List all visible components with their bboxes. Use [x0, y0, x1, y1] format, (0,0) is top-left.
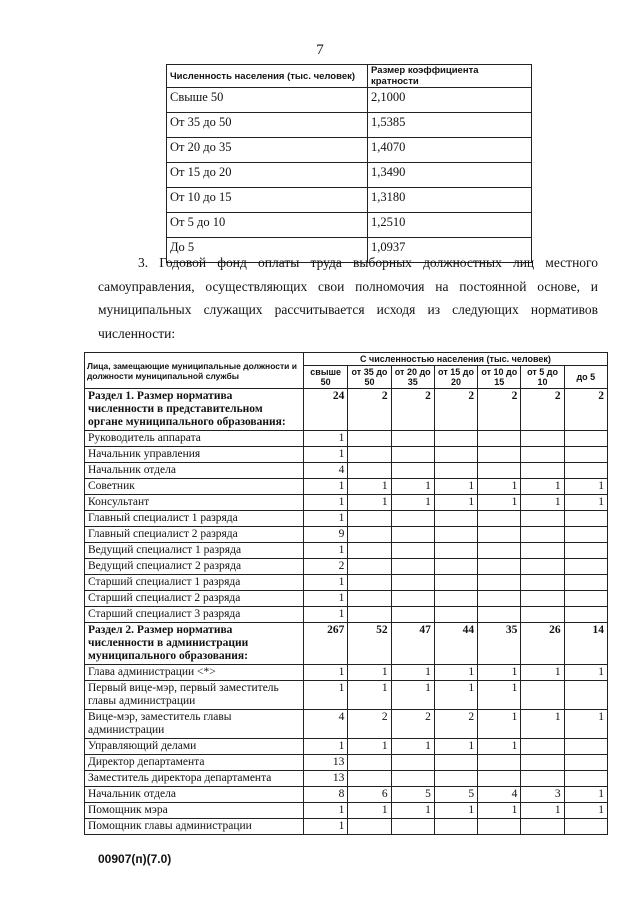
norm-value-cell: [348, 771, 391, 787]
norm-value-cell: 1: [303, 575, 347, 591]
norm-value-cell: 1: [564, 710, 607, 739]
position-name-cell: Руководитель аппарата: [85, 431, 304, 447]
norm-value-cell: [434, 755, 477, 771]
norm-value-cell: [391, 543, 434, 559]
table-row: [85, 511, 608, 527]
position-name-cell: Директор департамента: [85, 755, 304, 771]
coefficient-cell: 1,3490: [368, 163, 532, 188]
norm-value-cell: 1: [303, 681, 347, 710]
norm-value-cell: [478, 431, 521, 447]
table-row: [85, 591, 608, 607]
table-row: [85, 787, 608, 803]
norm-value-cell: [391, 755, 434, 771]
coefficient-cell: 1,3180: [368, 188, 532, 213]
table-row: [85, 739, 608, 755]
column-header-population-group: до 5: [564, 366, 607, 389]
table-row: [85, 665, 608, 681]
position-name-cell: Советник: [85, 479, 304, 495]
norm-value-cell: [348, 755, 391, 771]
position-name-cell: Старший специалист 2 разряда: [85, 591, 304, 607]
norm-value-cell: [478, 447, 521, 463]
norm-value-cell: 2: [391, 710, 434, 739]
norm-value-cell: 2: [434, 710, 477, 739]
norm-value-cell: 2: [303, 559, 347, 575]
column-header-population-group: от 5 до 10: [521, 366, 564, 389]
position-name-cell: Раздел 1. Размер норматива численности в представительном органе муниципального образования:: [85, 389, 304, 431]
norm-value-cell: [434, 511, 477, 527]
norm-value-cell: [348, 591, 391, 607]
page-number: 7: [316, 42, 324, 58]
norm-value-cell: 5: [434, 787, 477, 803]
norm-value-cell: [391, 607, 434, 623]
norm-value-cell: 2: [391, 389, 434, 431]
norm-value-cell: [521, 575, 564, 591]
norm-value-cell: [478, 559, 521, 575]
norm-value-cell: 4: [478, 787, 521, 803]
norm-value-cell: [348, 431, 391, 447]
norm-value-cell: 26: [521, 623, 564, 665]
position-name-cell: Старший специалист 1 разряда: [85, 575, 304, 591]
norm-value-cell: 4: [303, 710, 347, 739]
table-row: [167, 138, 532, 163]
norm-value-cell: 1: [391, 495, 434, 511]
norm-value-cell: [434, 819, 477, 835]
norm-value-cell: [521, 511, 564, 527]
population-range-cell: От 20 до 35: [167, 138, 368, 163]
norm-value-cell: 1: [478, 495, 521, 511]
norm-value-cell: [478, 575, 521, 591]
section-row: [85, 389, 608, 431]
table-row: [85, 681, 608, 710]
coefficient-cell: 2,1000: [368, 88, 532, 113]
table-row: [85, 495, 608, 511]
position-name-cell: Начальник отдела: [85, 787, 304, 803]
population-range-cell: От 10 до 15: [167, 188, 368, 213]
norm-value-cell: [391, 431, 434, 447]
norm-value-cell: [391, 575, 434, 591]
norm-value-cell: [478, 591, 521, 607]
norm-value-cell: 13: [303, 771, 347, 787]
norm-value-cell: [521, 607, 564, 623]
norm-value-cell: [434, 591, 477, 607]
table-row: [85, 607, 608, 623]
norm-value-cell: 1: [348, 681, 391, 710]
norm-value-cell: 5: [391, 787, 434, 803]
norm-value-cell: [348, 543, 391, 559]
table-header-row: [167, 65, 532, 88]
coefficient-cell: 1,4070: [368, 138, 532, 163]
norm-value-cell: 1: [391, 803, 434, 819]
norm-value-cell: [478, 527, 521, 543]
document-code: 00907(п)(7.0): [98, 852, 172, 866]
norm-value-cell: [478, 771, 521, 787]
norm-value-cell: [564, 511, 607, 527]
population-range-cell: От 15 до 20: [167, 163, 368, 188]
column-header-population-group: от 10 до 15: [478, 366, 521, 389]
table-row: [85, 819, 608, 835]
norm-value-cell: 1: [303, 447, 347, 463]
table-row: [85, 479, 608, 495]
norm-value-cell: 14: [564, 623, 607, 665]
norm-value-cell: 1: [478, 665, 521, 681]
norm-value-cell: [434, 607, 477, 623]
norm-value-cell: 1: [478, 681, 521, 710]
norm-value-cell: 2: [348, 389, 391, 431]
table-row: [167, 213, 532, 238]
norm-value-cell: [564, 607, 607, 623]
norm-value-cell: 52: [348, 623, 391, 665]
norm-value-cell: [521, 819, 564, 835]
norm-value-cell: 1: [564, 479, 607, 495]
norm-value-cell: 6: [348, 787, 391, 803]
table-row: [85, 755, 608, 771]
norm-value-cell: 8: [303, 787, 347, 803]
norm-value-cell: 1: [348, 665, 391, 681]
norm-value-cell: 1: [303, 739, 347, 755]
norm-value-cell: 13: [303, 755, 347, 771]
norm-value-cell: [434, 463, 477, 479]
position-name-cell: Заместитель директора департамента: [85, 771, 304, 787]
table-header-row: [85, 353, 608, 366]
table-row: [85, 431, 608, 447]
norm-value-cell: [348, 559, 391, 575]
norm-value-cell: [521, 755, 564, 771]
norm-value-cell: [521, 527, 564, 543]
position-name-cell: Глава администрации <*>: [85, 665, 304, 681]
coefficient-cell: 1,0937: [368, 238, 532, 263]
norm-value-cell: 1: [434, 803, 477, 819]
norm-value-cell: 2: [521, 389, 564, 431]
column-header-population-group: от 20 до 35: [391, 366, 434, 389]
table-row: [85, 559, 608, 575]
position-name-cell: Вице-мэр, заместитель главы администрации: [85, 710, 304, 739]
norm-value-cell: 1: [521, 479, 564, 495]
norm-value-cell: [521, 681, 564, 710]
norm-value-cell: 1: [434, 739, 477, 755]
norm-value-cell: 1: [303, 431, 347, 447]
norm-value-cell: 1: [564, 495, 607, 511]
position-name-cell: Начальник отдела: [85, 463, 304, 479]
position-name-cell: Главный специалист 1 разряда: [85, 511, 304, 527]
table-row: [85, 710, 608, 739]
position-name-cell: Помощник главы администрации: [85, 819, 304, 835]
norm-value-cell: 1: [564, 787, 607, 803]
norm-value-cell: [521, 431, 564, 447]
position-name-cell: Начальник управления: [85, 447, 304, 463]
norm-value-cell: [391, 591, 434, 607]
norm-value-cell: [478, 463, 521, 479]
position-name-cell: Ведущий специалист 1 разряда: [85, 543, 304, 559]
norm-value-cell: [521, 559, 564, 575]
norm-value-cell: 47: [391, 623, 434, 665]
norm-value-cell: [434, 431, 477, 447]
table-row: [167, 113, 532, 138]
coefficient-cell: 1,2510: [368, 213, 532, 238]
population-range-cell: От 35 до 50: [167, 113, 368, 138]
table-row: [167, 188, 532, 213]
norm-value-cell: 1: [391, 479, 434, 495]
norm-value-cell: 1: [478, 710, 521, 739]
coefficient-cell: 1,5385: [368, 113, 532, 138]
column-header-population-group: от 35 до 50: [348, 366, 391, 389]
column-header-population-group: от 15 до 20: [434, 366, 477, 389]
norm-value-cell: 1: [348, 479, 391, 495]
norm-value-cell: [478, 755, 521, 771]
norm-value-cell: [391, 527, 434, 543]
norm-value-cell: 1: [564, 803, 607, 819]
norm-value-cell: 2: [478, 389, 521, 431]
norm-value-cell: 267: [303, 623, 347, 665]
table-row: [167, 163, 532, 188]
norm-value-cell: [478, 607, 521, 623]
column-header-population: Численность населения (тыс. человек): [167, 65, 368, 88]
table-row: [85, 463, 608, 479]
norm-value-cell: 1: [348, 739, 391, 755]
norm-value-cell: 1: [348, 495, 391, 511]
norm-value-cell: [348, 607, 391, 623]
norm-value-cell: [564, 559, 607, 575]
norm-value-cell: [521, 739, 564, 755]
norm-value-cell: 3: [521, 787, 564, 803]
norm-value-cell: 1: [521, 710, 564, 739]
norm-value-cell: [391, 819, 434, 835]
norm-value-cell: [521, 591, 564, 607]
table-row: [85, 527, 608, 543]
column-header-positions: Лица, замещающие муниципальные должности и должности муниципальной службы: [85, 353, 304, 389]
population-range-cell: До 5: [167, 238, 368, 263]
norm-value-cell: 1: [391, 665, 434, 681]
norm-value-cell: [391, 447, 434, 463]
norm-value-cell: 1: [391, 739, 434, 755]
norm-value-cell: 1: [478, 803, 521, 819]
norm-value-cell: 1: [348, 803, 391, 819]
norm-value-cell: [564, 739, 607, 755]
norm-value-cell: [348, 527, 391, 543]
norm-value-cell: 1: [303, 591, 347, 607]
norm-value-cell: 1: [434, 495, 477, 511]
norm-value-cell: 1: [303, 543, 347, 559]
norm-value-cell: [564, 431, 607, 447]
norm-value-cell: 1: [303, 607, 347, 623]
norm-value-cell: [564, 527, 607, 543]
norm-value-cell: 1: [303, 819, 347, 835]
norm-value-cell: [434, 527, 477, 543]
norm-value-cell: [521, 543, 564, 559]
position-name-cell: Первый вице-мэр, первый заместитель главы администрации: [85, 681, 304, 710]
norm-value-cell: [564, 771, 607, 787]
table-row: [85, 543, 608, 559]
norm-value-cell: [434, 543, 477, 559]
norm-value-cell: 24: [303, 389, 347, 431]
norm-value-cell: [564, 543, 607, 559]
position-name-cell: Помощник мэра: [85, 803, 304, 819]
table-row: [85, 771, 608, 787]
coefficient-table: [166, 64, 532, 263]
norm-value-cell: [434, 771, 477, 787]
column-header-coefficient: Размер коэффициента кратности: [368, 65, 532, 88]
table-row: [85, 575, 608, 591]
norm-value-cell: [564, 591, 607, 607]
norm-value-cell: [564, 575, 607, 591]
norm-value-cell: [521, 447, 564, 463]
norm-value-cell: [391, 511, 434, 527]
norm-value-cell: 1: [564, 665, 607, 681]
norm-value-cell: 1: [478, 479, 521, 495]
norm-value-cell: 1: [478, 739, 521, 755]
position-name-cell: Старший специалист 3 разряда: [85, 607, 304, 623]
norm-value-cell: [391, 559, 434, 575]
norm-value-cell: [348, 463, 391, 479]
norm-value-cell: [348, 447, 391, 463]
table-row: [85, 803, 608, 819]
norm-value-cell: 1: [303, 495, 347, 511]
norm-value-cell: 1: [303, 511, 347, 527]
population-range-cell: От 5 до 10: [167, 213, 368, 238]
norm-value-cell: 1: [303, 803, 347, 819]
norm-value-cell: [521, 463, 564, 479]
position-name-cell: Главный специалист 2 разряда: [85, 527, 304, 543]
table-row: [167, 88, 532, 113]
position-name-cell: Ведущий специалист 2 разряда: [85, 559, 304, 575]
norm-value-cell: [434, 575, 477, 591]
norm-value-cell: 2: [564, 389, 607, 431]
norm-value-cell: 1: [303, 665, 347, 681]
norm-value-cell: [478, 511, 521, 527]
position-name-cell: Консультант: [85, 495, 304, 511]
section-row: [85, 623, 608, 665]
norm-value-cell: 1: [521, 803, 564, 819]
table-row: [85, 447, 608, 463]
norm-value-cell: [564, 447, 607, 463]
column-group-header: С численностью населения (тыс. человек): [303, 353, 607, 366]
norm-value-cell: 1: [434, 665, 477, 681]
paragraph-3: 3. Годовой фонд оплаты труда выборных должностных лиц местного самоуправления, осуществляющих свои полномочия на постоянной основе, и муниципальных служащих рассчитывается исходя из следующих нормативов численности:: [98, 255, 598, 341]
norm-value-cell: [521, 771, 564, 787]
norm-value-cell: 1: [521, 495, 564, 511]
norm-value-cell: [564, 755, 607, 771]
norm-value-cell: [478, 543, 521, 559]
norm-value-cell: [564, 463, 607, 479]
norm-value-cell: [391, 771, 434, 787]
norm-value-cell: [348, 819, 391, 835]
norm-value-cell: [478, 819, 521, 835]
norm-value-cell: [348, 511, 391, 527]
norm-value-cell: 1: [434, 479, 477, 495]
norm-value-cell: [348, 575, 391, 591]
norm-value-cell: [391, 463, 434, 479]
norm-value-cell: 4: [303, 463, 347, 479]
norm-value-cell: 1: [434, 681, 477, 710]
norm-value-cell: [564, 681, 607, 710]
population-range-cell: Свыше 50: [167, 88, 368, 113]
norm-value-cell: 1: [391, 681, 434, 710]
norm-value-cell: 1: [521, 665, 564, 681]
position-name-cell: Управляющий делами: [85, 739, 304, 755]
staffing-norms-table: [84, 352, 608, 835]
norm-value-cell: 44: [434, 623, 477, 665]
norm-value-cell: 2: [434, 389, 477, 431]
norm-value-cell: 1: [303, 479, 347, 495]
norm-value-cell: 9: [303, 527, 347, 543]
column-header-population-group: свыше 50: [303, 366, 347, 389]
norm-value-cell: 2: [348, 710, 391, 739]
position-name-cell: Раздел 2. Размер норматива численности в администрации муниципального образования:: [85, 623, 304, 665]
norm-value-cell: 35: [478, 623, 521, 665]
norm-value-cell: [434, 559, 477, 575]
norm-value-cell: [564, 819, 607, 835]
norm-value-cell: [434, 447, 477, 463]
